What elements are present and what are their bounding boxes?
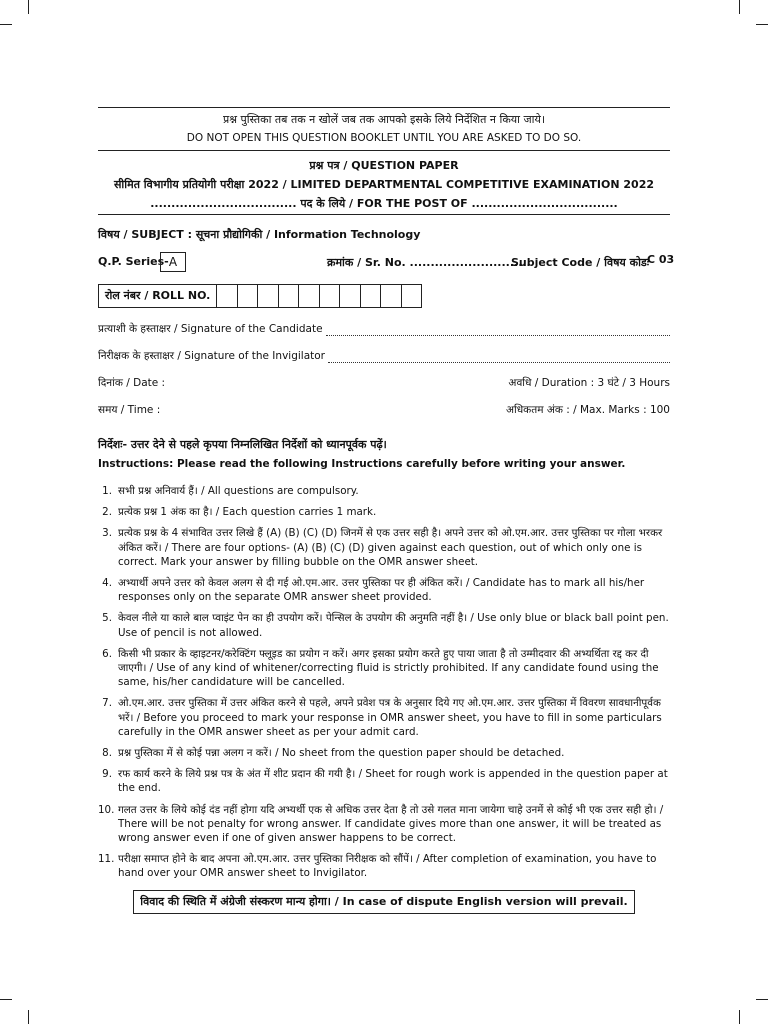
invigilator-signature-label: निरीक्षक के हस्ताक्षर / Signature of the Invigilator bbox=[98, 350, 325, 362]
time-label: समय / Time : bbox=[98, 404, 161, 416]
crop-mark bbox=[28, 1010, 29, 1024]
date-label: दिनांक / Date : bbox=[98, 377, 166, 389]
instructions-heading-english: Instructions: Please read the following Instructions carefully before writing your answer. bbox=[98, 458, 626, 470]
invigilator-signature-row[interactable] bbox=[98, 349, 670, 363]
list-item: 10. गलत उत्तर के लिये कोई दंड नहीं होगा यदि अभ्यर्थी एक से अधिक उत्तर देता है तो उसे गलत माना जायेगा चाहे उनमें से कोई भी एक उत्तर सही हो। / There will be not penalty for wrong answer. If candidate gives more than one answer, it will be treated as wrong answer even if one of given answer happens to be correct. bbox=[98, 803, 664, 845]
candidate-signature-line[interactable] bbox=[326, 326, 670, 336]
roll-digit-cell[interactable] bbox=[320, 285, 341, 307]
list-item: 1. सभी प्रश्न अनिवार्य हैं। / All questions are compulsory. bbox=[102, 485, 359, 497]
list-item: 5. केवल नीले या काले बाल प्वाइंट पेन का ही उपयोग करें। पेन्सिल के उपयोग की अनुमति नहीं है। / Use only blue or black ball point pen. Use of pencil is not allowed. bbox=[102, 612, 669, 639]
roll-digit-cell[interactable] bbox=[279, 285, 300, 307]
crop-mark bbox=[28, 0, 29, 14]
crop-mark bbox=[756, 999, 768, 1000]
subject-code-value: C 03 bbox=[647, 253, 675, 266]
crop-mark bbox=[739, 0, 740, 14]
crop-mark bbox=[0, 999, 12, 1000]
roll-number-label: रोल नंबर / ROLL NO. bbox=[99, 285, 217, 307]
list-item: 4. अभ्यार्थी अपने उत्तर को केवल अलग से दी गई ओ.एम.आर. उत्तर पुस्तिका पर ही अंकित करें। / Candidate has to mark all his/her responses only on the separate OMR answer sheet provided. bbox=[102, 577, 645, 604]
crop-mark bbox=[0, 24, 12, 25]
candidate-signature-row[interactable] bbox=[98, 322, 670, 336]
question-paper-label: प्रश्न पत्र / QUESTION PAPER bbox=[309, 159, 459, 172]
list-item: 6. किसी भी प्रकार के व्हाइटनर/करेक्टिंग फ्लूइड का प्रयोग न करें। अगर इसका प्रयोग करते हुए पाया जाता है तो उम्मीदवार की अभ्यर्थिता रद्द कर दी जाएगी। / Use of any kind of whitener/correcting fluid is strictly prohibited. If any candidate found using the same, his/her candidature will be cancelled. bbox=[102, 647, 659, 689]
list-item: 8. प्रश्न पुस्तिका में से कोई पन्ना अलग न करें। / No sheet from the question paper should be detached. bbox=[102, 747, 565, 760]
roll-number-box[interactable] bbox=[98, 284, 422, 308]
candidate-signature-label: प्रत्याशी के हस्ताक्षर / Signature of the Candidate bbox=[98, 323, 323, 335]
list-item: 7. ओ.एम.आर. उत्तर पुस्तिका में उत्तर अंकित करने से पहले, अपने प्रवेश पत्र के अनुसार दिये गए ओ.एम.आर. उत्तर पुस्तिका में विवरण सावधानीपूर्वक भरें। / Before you proceed to mark your response in OMR answer sheet, you have to fill in some particulars carefully in the OMR answer sheet as per your admit card. bbox=[102, 697, 662, 738]
subject-code-label: Subject Code / विषय कोडः bbox=[511, 256, 650, 269]
duration-label: अवधि / Duration : 3 घंटे / 3 Hours bbox=[508, 377, 670, 389]
crop-mark bbox=[739, 1010, 740, 1024]
warning-english: DO NOT OPEN THIS QUESTION BOOKLET UNTIL YOU ARE ASKED TO DO SO. bbox=[186, 132, 582, 144]
exam-title: सीमित विभागीय प्रतियोगी परीक्षा 2022 / LIMITED DEPARTMENTAL COMPETITIVE EXAMINATION 2022 bbox=[113, 178, 655, 191]
roll-digit-cell[interactable] bbox=[258, 285, 279, 307]
roll-digit-cell[interactable] bbox=[361, 285, 382, 307]
list-item: 2. प्रत्येक प्रश्न 1 अंक का है। / Each question carries 1 mark. bbox=[102, 506, 377, 519]
series-label: Q.P. Series- bbox=[98, 255, 169, 268]
subject-line: विषय / SUBJECT : सूचना प्रौद्योगिकी / Information Technology bbox=[98, 228, 421, 241]
warning-hindi: प्रश्न पुस्तिका तब तक न खोलें जब तक आपको इसके लिये निर्देशित न किया जाये। bbox=[222, 113, 546, 126]
section-rule bbox=[98, 214, 670, 215]
post-line: ................................... पद के लिये / FOR THE POST OF ................................... bbox=[150, 197, 618, 210]
list-item: 11. परीक्षा समाप्त होने के बाद अपना ओ.एम.आर. उत्तर पुस्तिका निरीक्षक को सौंपें। / After completion of examination, you have to hand over your OMR answer sheet to Invigilator. bbox=[98, 853, 657, 880]
roll-digit-cell[interactable] bbox=[381, 285, 402, 307]
list-item: 9. रफ कार्य करने के लिये प्रश्न पत्र के अंत में शीट प्रदान की गयी है। / Sheet for rough work is appended in the question paper at the end. bbox=[102, 768, 668, 795]
invigilator-signature-line[interactable] bbox=[328, 353, 670, 363]
top-rule bbox=[98, 107, 670, 108]
roll-digit-cell[interactable] bbox=[340, 285, 361, 307]
roll-digit-cell[interactable] bbox=[299, 285, 320, 307]
roll-digit-cell[interactable] bbox=[402, 285, 422, 307]
max-marks-label: अधिकतम अंक : / Max. Marks : 100 bbox=[505, 404, 670, 416]
roll-digit-cell[interactable] bbox=[217, 285, 238, 307]
instructions-heading-hindi: निर्देशः- उत्तर देने से पहले कृपया निम्नलिखित निर्देशों को ध्यानपूर्वक पढ़ें। bbox=[98, 438, 387, 451]
crop-mark bbox=[756, 24, 768, 25]
roll-digit-cell[interactable] bbox=[238, 285, 259, 307]
header-rule bbox=[98, 150, 670, 151]
serial-number: क्रमांक / Sr. No. ............................. bbox=[327, 256, 531, 269]
instructions-list bbox=[98, 484, 672, 888]
series-box: A bbox=[160, 252, 186, 272]
dispute-notice: विवाद की स्थिति में अंग्रेजी संस्करण मान्य होगा। / In case of dispute English version will prevail. bbox=[133, 890, 635, 914]
list-item: 3. प्रत्येक प्रश्न के 4 संभावित उत्तर लिखे हैं (A) (B) (C) (D) जिनमें से एक उत्तर सही है। अपने उत्तर को ओ.एम.आर. उत्तर पुस्तिका पर गोला भरकर अंकित करें। / There are four options- (A) (B) (C) (D) given against each question, out of which only one is correct. Mark your answer by filling bubble on the OMR answer sheet. bbox=[102, 527, 663, 568]
